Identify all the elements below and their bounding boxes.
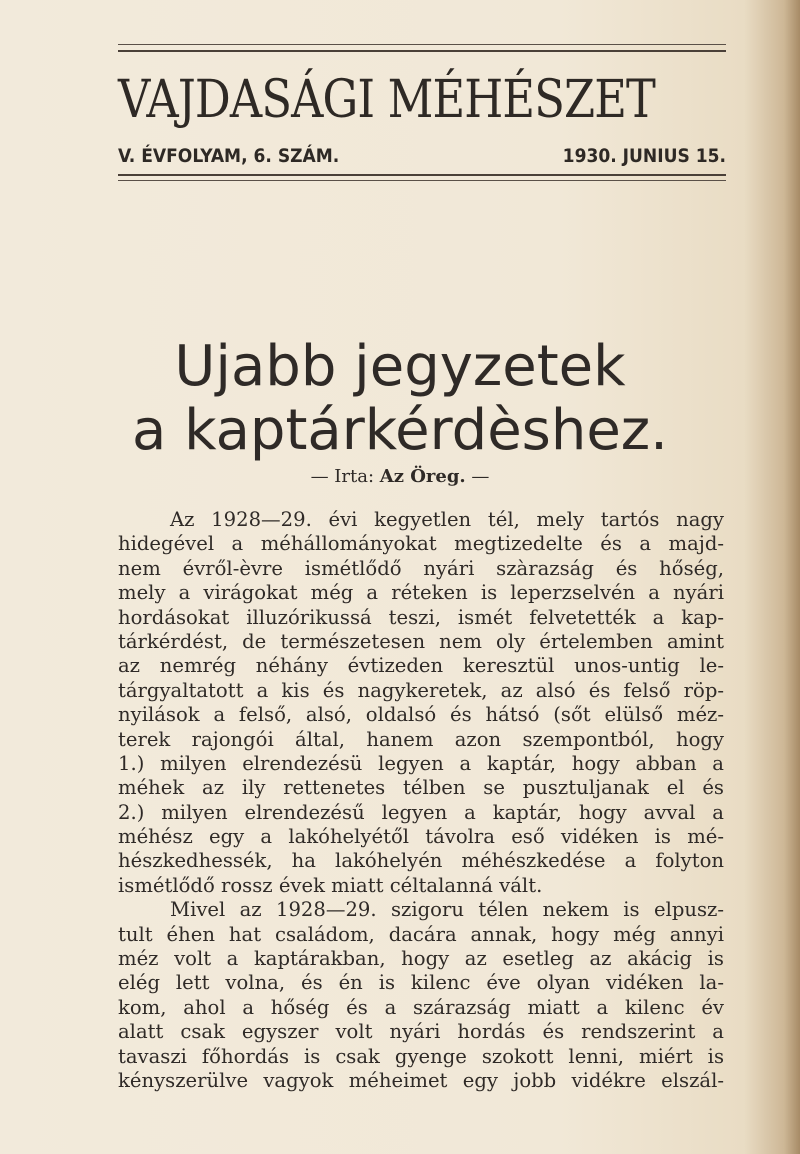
volume-number: V. ÉVFOLYAM, 6. SZÁM.	[118, 145, 340, 167]
text-line: tárgyaltatott a kis és nagykeretek, az alsó és felső röp-	[118, 678, 724, 702]
text-line: kom, ahol a hőség és a szárazság miatt a kilenc év	[118, 995, 724, 1019]
text-line: hészkedhessék, ha lakóhelyén méhészkedése a folyton	[118, 849, 724, 873]
text-line: Az 1928—29. évi kegyetlen tél, mely tartós nagy	[170, 508, 724, 531]
text-line: elég lett volna, és én is kilenc éve olyan vidéken la-	[118, 971, 724, 995]
header-rule-thick	[118, 174, 726, 176]
top-rule-thick	[118, 50, 726, 52]
article-title-line2: a kaptárkérdèshez.	[132, 398, 668, 463]
text-line: az nemrég néhány évtizeden keresztül unos-untig le-	[118, 654, 724, 678]
byline-author: Az Öreg.	[379, 466, 466, 487]
text-line: hordásokat illuzórikussá teszi, ismét felvetették a kap-	[118, 605, 724, 629]
text-line: terek rajongói által, hanem azon szempontból, hogy	[118, 727, 724, 751]
byline-prefix: — Irta:	[310, 466, 375, 487]
text-line: alatt csak egyszer volt nyári hordás és rendszerint a	[118, 1020, 724, 1044]
text-line: hidegével a méhállományokat megtizedelte és a majd-	[118, 532, 724, 556]
text-line: méhész egy a lakóhelyétől távolra eső vidéken is mé-	[118, 825, 724, 849]
text-line: 1.) milyen elrendezésü legyen a kaptár, hogy abban a	[118, 751, 724, 775]
text-line: nyilások a felső, alsó, oldalsó és hátsó (sőt elülső méz-	[118, 703, 724, 727]
text-line: méz volt a kaptárakban, hogy az esetleg az akácig is	[118, 947, 724, 971]
byline-suffix: —	[471, 466, 490, 487]
masthead-title: VAJDASÁGI MÉHÉSZET	[118, 70, 655, 130]
header-rule-thin	[118, 180, 726, 181]
text-line: mely a virágokat még a réteken is leperzselvén a nyári	[118, 581, 724, 605]
text-line: 2.) milyen elrendezésű legyen a kaptár, hogy avval a	[118, 800, 724, 824]
text-line: ismétlődő rossz évek miatt céltalanná vált.	[118, 873, 543, 897]
article-title-line1: Ujabb jegyzetek	[174, 334, 626, 399]
text-line: tult éhen hat családom, dacára annak, hogy még annyi	[118, 922, 724, 946]
text-line: nem évről-èvre ismétlődő nyári szàrazság és hőség,	[118, 556, 724, 580]
top-rule-thin	[118, 44, 726, 45]
text-line: tárkérdést, de természetesen nem oly értelemben amint	[118, 629, 724, 653]
text-line: méhek az ily rettenetes télben se pusztuljanak el és	[118, 776, 724, 800]
text-line: kényszerülve vagyok méheimet egy jobb vidékre elszál-	[118, 1068, 724, 1092]
text-line: tavaszi főhordás is csak gyenge szokott lenni, miért is	[118, 1044, 724, 1068]
article-body	[118, 508, 724, 1093]
article-byline	[60, 466, 740, 487]
text-line: Mivel az 1928—29. szigoru télen nekem is elpusz-	[170, 898, 724, 922]
issue-date: 1930. JUNIUS 15.	[562, 145, 726, 167]
